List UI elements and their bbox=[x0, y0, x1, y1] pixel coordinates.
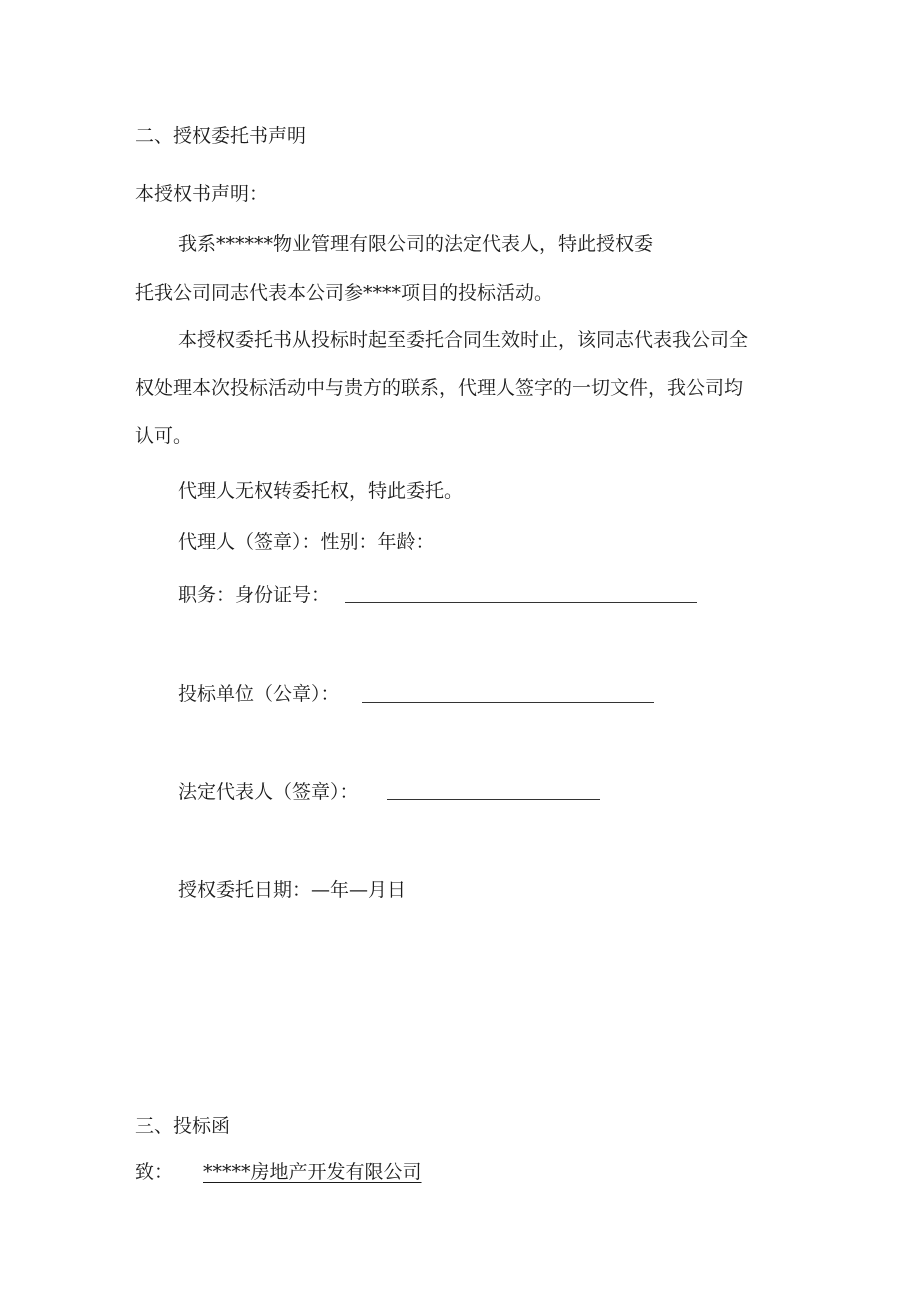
declaration-paragraph-1-line-1: 我系******物业管理有限公司的法定代表人，特此授权委 bbox=[178, 233, 654, 255]
authorization-date: 授权委托日期：—年—月日 bbox=[178, 879, 407, 901]
bidder-seal-blank[interactable] bbox=[362, 702, 654, 703]
recipient-name: *****房地产开发有限公司 bbox=[203, 1161, 422, 1183]
position-id-label: 职务：身份证号： bbox=[178, 584, 331, 606]
declaration-paragraph-2-line-1: 本授权委托书从投标时起至委托合同生效时止，该同志代表我公司全 bbox=[178, 329, 749, 351]
agent-info-label: 代理人（签章）：性别：年龄： bbox=[178, 531, 435, 553]
legal-rep-blank[interactable] bbox=[387, 799, 600, 800]
id-number-blank[interactable] bbox=[345, 602, 697, 603]
section3-heading: 三、投标函 bbox=[135, 1115, 231, 1137]
legal-rep-label: 法定代表人（签章）： bbox=[178, 781, 359, 803]
declaration-paragraph-2-line-3: 认可。 bbox=[135, 425, 193, 447]
declaration-paragraph-2-line-2: 权处理本次投标活动中与贵方的联系，代理人签字的一切文件，我公司均 bbox=[135, 377, 744, 399]
declaration-paragraph-1-line-2: 托我公司同志代表本公司参****项目的投标活动。 bbox=[135, 282, 554, 304]
declaration-intro: 本授权书声明： bbox=[135, 183, 269, 205]
to-label: 致： bbox=[135, 1161, 174, 1183]
no-transfer-statement: 代理人无权转委托权，特此委托。 bbox=[178, 480, 464, 502]
bidder-seal-label: 投标单位（公章）： bbox=[178, 683, 340, 705]
section2-heading: 二、授权委托书声明 bbox=[135, 125, 307, 147]
